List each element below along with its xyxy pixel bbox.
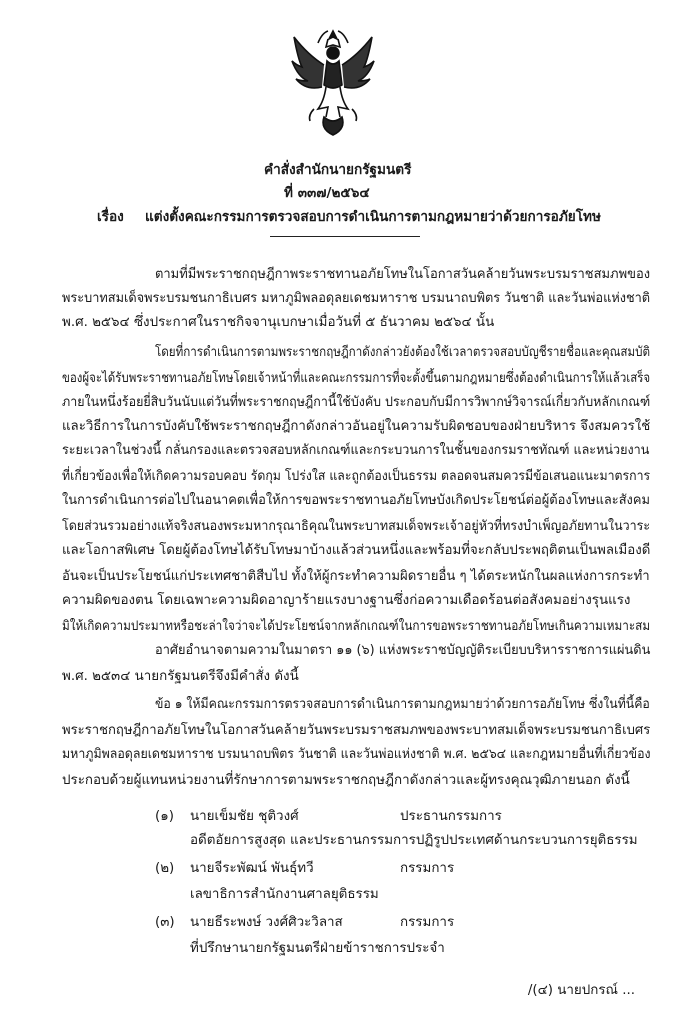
document-number: ที่ ๓๓๗/๒๕๖๔ [284,185,370,201]
member-role: ประธานกรรมการ [400,809,502,824]
member-index: (๒) [155,861,175,876]
subject-label: เรื่อง [97,209,124,225]
garuda-emblem-icon [288,25,378,137]
body-line: โดยส่วนรวมอย่างแท้จริงสนองพระมหากรุณาธิคุณในพระบาทสมเด็จพระเจ้าอยู่หัวที่ทรงบำเพ็ญอภัยทานในวาระ [62,519,651,534]
member-role: กรรมการ [400,915,455,930]
member-name: นายเข็มชัย ชุติวงศ์ [190,809,299,824]
body-line: มิให้เกิดความประมาทหรือชะล่าใจว่าจะได้ประโยชน์จากหลักเกณฑ์ในการขอพระราชทานอภัยโทษเกินความเหมาะสม [62,619,651,634]
member-name: นายจีระพัฒน์ พันธุ์ทวี [190,861,314,876]
clause-1-line: ข้อ ๑ ให้มีคณะกรรมการตรวจสอบการดำเนินการตามกฎหมายว่าด้วยการอภัยโทษ ซึ่งในที่นี้คือ [155,697,650,712]
subject-text: แต่งตั้งคณะกรรมการตรวจสอบการดำเนินการตามกฎหมายว่าด้วยการอภัยโทษ [145,209,601,225]
member-detail: เลขาธิการสำนักงานศาลยุติธรรม [190,887,379,902]
body-line: ความผิดของตน โดยเฉพาะความผิดอาญาร้ายแรงบางฐานซึ่งก่อความเดือดร้อนต่อสังคมอย่างรุนแรง [62,593,631,608]
member-name: นายธีระพงษ์ วงศ์ศิวะวิลาส [190,915,343,930]
body-line: อันจะเป็นประโยชน์แก่ประเทศชาติสืบไป ทั้งให้ผู้กระทำความผิดรายอื่น ๆ ได้ตระหนักในผลแห่งการกระทำ [62,569,650,584]
body-line: ที่เกี่ยวข้องเพื่อให้เกิดความรอบคอบ รัดกุม โปร่งใส และถูกต้องเป็นธรรม ตลอดจนสมควรมีข้อเสนอแนะมาตรการ [62,469,651,484]
member-role: กรรมการ [400,861,455,876]
clause-1-line: ประกอบด้วยผู้แทนหน่วยงานที่รักษาการตามพระราชกฤษฎีกาดังกล่าวและผู้ทรงคุณวุฒิภายนอก ดังนี้ [62,773,630,788]
member-detail: อดีตอัยการสูงสุด และประธานกรรมการปฏิรูปประเทศด้านกระบวนการยุติธรรม [190,833,638,848]
member-index: (๓) [155,915,175,930]
clause-1-line: มหาภูมิพลอดุลยเดชมหาราช บรมนาถบพิตร วันชาติ และวันพ่อแห่งชาติ พ.ศ. ๒๕๖๔ และกฎหมายอื่นที่เกี่ยวข้อง [62,747,651,762]
title-divider [270,236,420,237]
body-line: และโอกาสพิเศษ โดยผู้ต้องโทษได้รับโทษมาบ้างแล้วส่วนหนึ่งและพร้อมที่จะกลับประพฤติตนเป็นพลเมืองดี [62,543,651,558]
body-line: ภายในหนึ่งร้อยยี่สิบวันนับแต่วันที่พระราชกฤษฎีกานี้ใช้บังคับ ประกอบกับมีการวิพากษ์วิจารณ์เกี่ยวกับหลักเกณฑ์ [62,395,651,410]
body-line: ระยะเวลาในช่วงนี้ กลั่นกรองและตรวจสอบหลักเกณฑ์และกระบวนการในชั้นของกรมราชทัณฑ์ และหน่วยงาน [62,443,650,458]
body-line: และวิธีการในการบังคับใช้พระราชกฤษฎีกาดังกล่าวอันอยู่ในความรับผิดชอบของฝ่ายบริหาร จึงสมควรใช้ [62,419,651,434]
clause-1-line: พระราชกฤษฎีกาอภัยโทษในโอกาสวันคล้ายวันพระบรมราชสมภพของพระบาทสมเด็จพระบรมชนกาธิเบศร [62,723,651,738]
body-line: พ.ศ. ๒๕๓๔ นายกรัฐมนตรีจึงมีคำสั่ง ดังนี้ [62,669,299,684]
body-line: ตามที่มีพระราชกฤษฎีกาพระราชทานอภัยโทษในโอกาสวันคล้ายวันพระบรมราชสมภพของ [155,267,651,282]
body-line: โดยที่การดำเนินการตามพระราชกฤษฎีกาดังกล่าวยังต้องใช้เวลาตรวจสอบบัญชีรายชื่อและคุณสมบัติ [155,345,651,360]
page-continuation: /(๔) นายปกรณ์ ... [527,983,635,998]
body-line: ในการดำเนินการต่อไปในอนาคตเพื่อให้การขอพระราชทานอภัยโทษบังเกิดประโยชน์ต่อผู้ต้องโทษและสังคม [62,493,650,508]
member-index: (๑) [155,809,174,824]
member-detail: ที่ปรึกษานายกรัฐมนตรีฝ่ายข้าราชการประจำ [190,941,445,956]
body-line: ของผู้จะได้รับพระราชทานอภัยโทษโดยเจ้าหน้าที่และคณะกรรมการที่จะตั้งขึ้นตามกฎหมายซึ่งต้องดำเนินการให้แล้วเสร็จ [62,371,651,386]
document-title: คำสั่งสำนักนายกรัฐมนตรี [264,162,412,178]
body-line: อาศัยอำนาจตามความในมาตรา ๑๑ (๖) แห่งพระราชบัญญัติระเบียบบริหารราชการแผ่นดิน [155,643,651,658]
body-line: พ.ศ. ๒๕๖๔ ซึ่งประกาศในราชกิจจานุเบกษาเมื่อวันที่ ๕ ธันวาคม ๒๕๖๔ นั้น [62,315,495,330]
body-line: พระบาทสมเด็จพระบรมชนกาธิเบศร มหาภูมิพลอดุลยเดชมหาราช บรมนาถบพิตร วันชาติ และวันพ่อแห่งชาติ [62,291,651,306]
